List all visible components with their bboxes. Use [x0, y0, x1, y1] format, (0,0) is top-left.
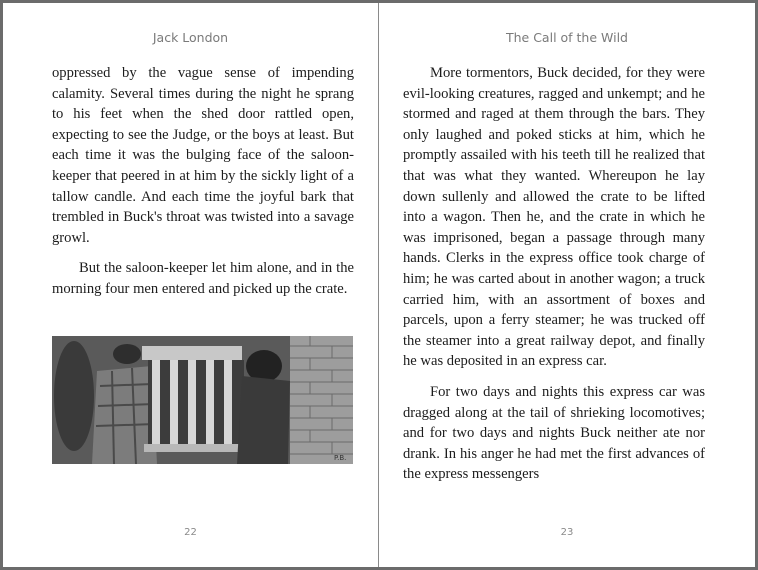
book-spread	[3, 3, 755, 567]
left-page-text	[52, 63, 354, 310]
paragraph: More tormentors, Buck decided, for they were evil-looking creatures, ragged and unkempt; and he stormed and raged at them through the bars. They only laughed and poked sticks at him, which he promptly assailed with his teeth till he realized that that was what they wanted. Whereupon he lay down sullenly and allowed the crate to be lifted into a wagon. Then he, and the crate in which he was imprisoned, began a passage through many hands. Clerks in the express office took charge of him; he was carted about in another wagon; a truck carried him, with an assortment of boxes and parcels, upon a ferry steamer; he was trucked off the steamer into a great railway depot, and finally he was deposited in an express car.	[403, 65, 705, 370]
paragraph: But the saloon-keeper let him alone, and in the morning four men entered and picked up the crate.	[52, 260, 354, 297]
running-head-title: The Call of the Wild	[505, 30, 628, 45]
page-number: 22	[184, 527, 197, 538]
paragraph: For two days and nights this express car was dragged along at the tail of shrieking locomotives; and for two days and nights Buck neither ate nor drank. In his anger he had met the first advances of the express messengers	[403, 383, 705, 483]
right-page-text	[403, 63, 705, 495]
running-head-author: Jack London	[152, 30, 229, 45]
right-page[interactable]	[379, 3, 755, 567]
left-page[interactable]	[3, 3, 379, 567]
page-number: 23	[560, 527, 574, 538]
paragraph: oppressed by the vague sense of impending calamity. Several times during the night he sprang to his feet when the shed door rattled open, expecting to see the Judge, or the boys at least. But each time it was the bulging face of the saloon-keeper that peered in at him by the sickly light of a tallow candle. And each time the joyful bark that trembled in Buck's throat was twisted into a savage growl.	[52, 65, 354, 246]
illustration-drawing	[52, 336, 353, 464]
crate-illustration	[52, 336, 353, 464]
illustration-signature: P.B.	[334, 454, 347, 462]
